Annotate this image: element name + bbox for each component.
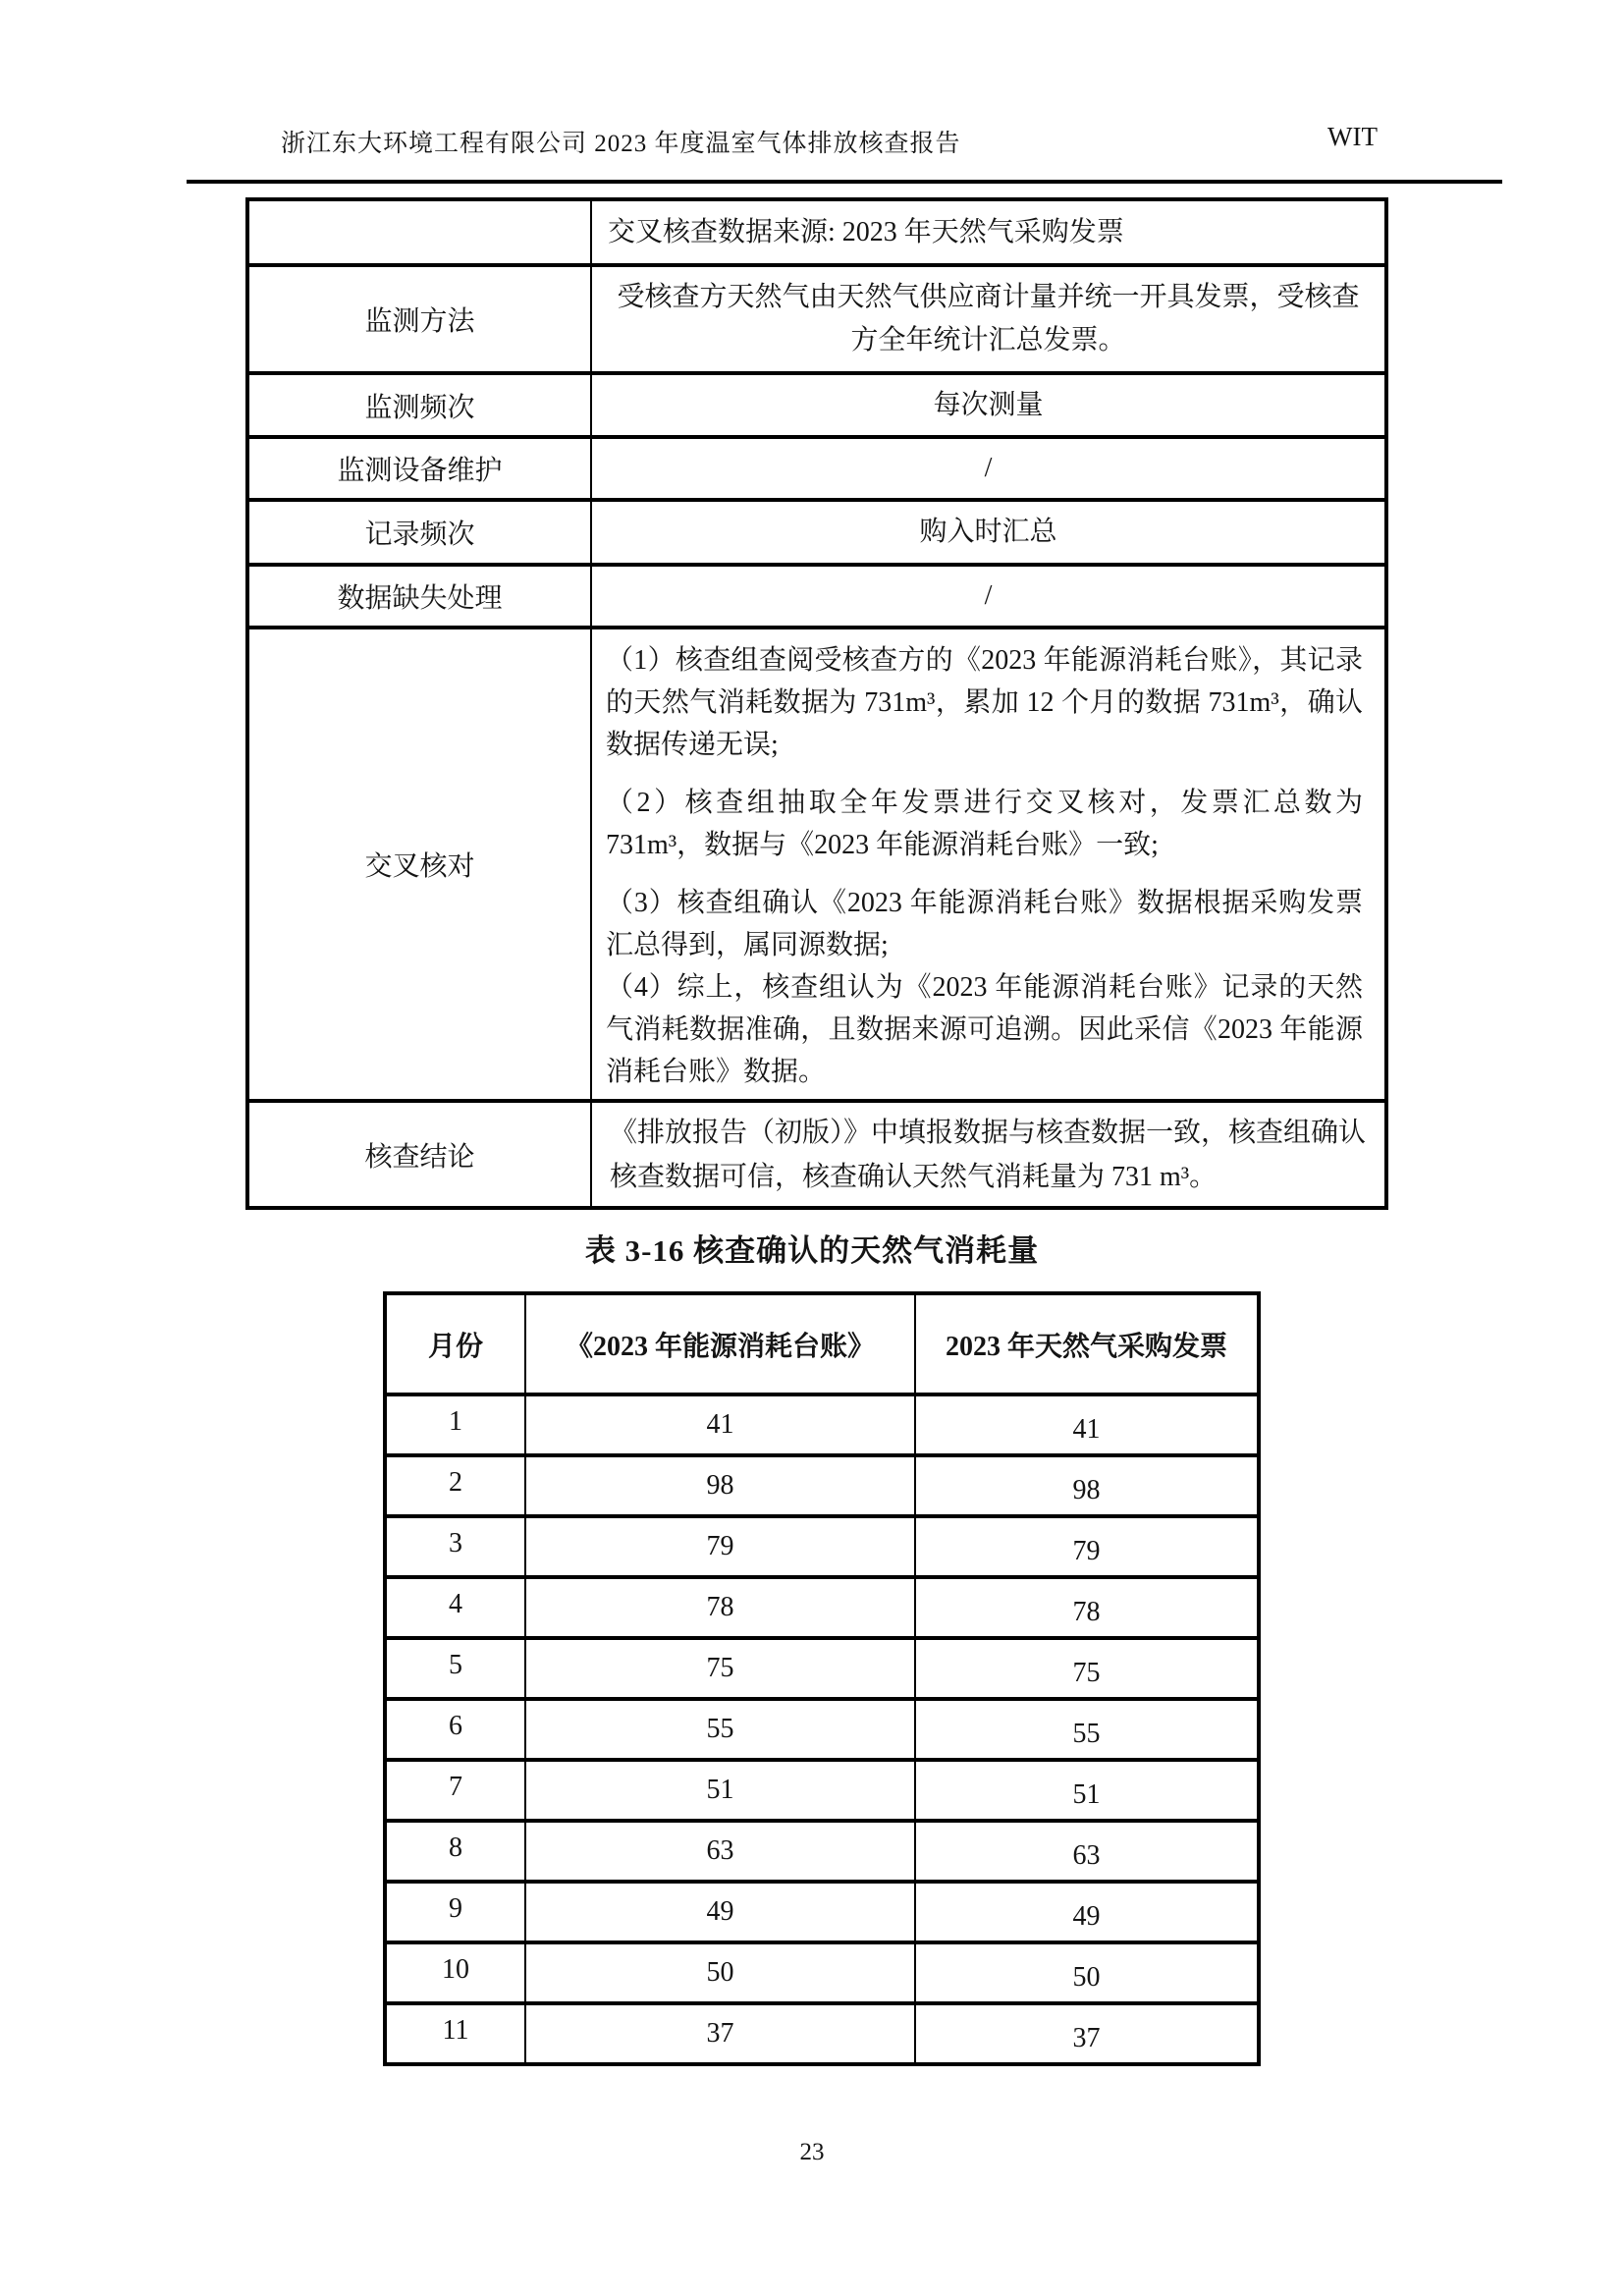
row-label-verification-conclusion: 核查结论 xyxy=(247,1101,591,1208)
page-number: 23 xyxy=(799,2139,825,2165)
cross-check-source-cell: 交叉核查数据来源: 2023 年天然气采购发票 xyxy=(591,199,1386,265)
gas-consumption-table xyxy=(383,1291,1261,2066)
ledger-value-cell: 55 xyxy=(525,1699,915,1760)
month-cell: 2 xyxy=(385,1455,525,1516)
month-cell: 6 xyxy=(385,1699,525,1760)
table-row xyxy=(247,199,1386,265)
invoice-value-cell: 63 xyxy=(915,1821,1259,1882)
month-cell: 9 xyxy=(385,1882,525,1942)
ledger-value-cell: 98 xyxy=(525,1455,915,1516)
cross-check-paragraph-3: （3）核查组确认《2023 年能源消耗台账》数据根据采购发票汇总得到，属同源数据; xyxy=(606,888,1363,960)
invoice-value-cell: 98 xyxy=(915,1455,1259,1516)
row-label-record-frequency: 记录频次 xyxy=(247,500,591,565)
verification-conclusion-cell: 《排放报告（初版）》中填报数据与核查数据一致，核查组确认核查数据可信，核查确认天然气消耗量为 731 m³。 xyxy=(591,1101,1386,1208)
table-row xyxy=(247,1101,1386,1208)
table-row xyxy=(247,628,1386,1101)
ledger-value-cell: 63 xyxy=(525,1821,915,1882)
invoice-value-cell: 75 xyxy=(915,1638,1259,1699)
invoice-value-cell: 37 xyxy=(915,2003,1259,2064)
table-row xyxy=(385,2003,1259,2064)
month-cell: 11 xyxy=(385,2003,525,2064)
invoice-value-cell: 41 xyxy=(915,1394,1259,1455)
equipment-maintenance-cell: / xyxy=(591,437,1386,500)
table-row xyxy=(385,1942,1259,2003)
table-row xyxy=(385,1455,1259,1516)
month-cell: 1 xyxy=(385,1394,525,1455)
month-cell: 8 xyxy=(385,1821,525,1882)
table-3-16-caption: 表 3-16 核查确认的天然气消耗量 xyxy=(584,1233,1040,1268)
table-row xyxy=(385,1516,1259,1577)
ledger-value-cell: 50 xyxy=(525,1942,915,2003)
record-frequency-cell: 购入时汇总 xyxy=(591,500,1386,565)
month-cell: 4 xyxy=(385,1577,525,1638)
table-row xyxy=(247,265,1386,373)
invoice-value-cell: 78 xyxy=(915,1577,1259,1638)
table-row xyxy=(385,1638,1259,1699)
monitoring-table xyxy=(245,197,1388,1210)
ledger-value-cell: 75 xyxy=(525,1638,915,1699)
table-row xyxy=(385,1821,1259,1882)
table-row xyxy=(385,1699,1259,1760)
ledger-value-cell: 49 xyxy=(525,1882,915,1942)
table-row xyxy=(385,1882,1259,1942)
invoice-value-cell: 50 xyxy=(915,1942,1259,2003)
table-header-row xyxy=(385,1293,1259,1394)
ledger-value-cell: 41 xyxy=(525,1394,915,1455)
table-row xyxy=(385,1394,1259,1455)
table-row xyxy=(247,437,1386,500)
cross-check-paragraph-1: （1）核查组查阅受核查方的《2023 年能源消耗台账》，其记录的天然气消耗数据为 731m³，累加 12 个月的数据 731m³，确认数据传递无误; xyxy=(606,645,1363,760)
ledger-value-cell: 79 xyxy=(525,1516,915,1577)
cross-check-paragraph-2: （2）核查组抽取全年发票进行交叉核对，发票汇总数为 731m³，数据与《2023 年能源消耗台账》一致; xyxy=(606,788,1363,860)
invoice-value-cell: 79 xyxy=(915,1516,1259,1577)
ledger-value-cell: 78 xyxy=(525,1577,915,1638)
ledger-value-cell: 51 xyxy=(525,1760,915,1821)
page-header-right-text: WIT xyxy=(1327,122,1378,151)
page-header-title: 浙江东大环境工程有限公司 2023 年度温室气体排放核查报告 xyxy=(281,131,961,157)
month-cell: 5 xyxy=(385,1638,525,1699)
invoice-value-cell: 49 xyxy=(915,1882,1259,1942)
table-row xyxy=(247,565,1386,628)
column-header-energy-ledger: 《2023 年能源消耗台账》 xyxy=(525,1293,915,1394)
cross-check-paragraph-4: （4）综上，核查组认为《2023 年能源消耗台账》记录的天然气消耗数据准确，且数据来源可追溯。因此采信《2023 年能源消耗台账》数据。 xyxy=(606,972,1363,1087)
row-label-empty xyxy=(247,199,591,265)
table-row xyxy=(247,500,1386,565)
month-cell: 3 xyxy=(385,1516,525,1577)
table-row xyxy=(385,1760,1259,1821)
monitoring-method-cell: 受核查方天然气由天然气供应商计量并统一开具发票，受核查方全年统计汇总发票。 xyxy=(591,265,1386,373)
month-cell: 10 xyxy=(385,1942,525,2003)
row-label-missing-data-handling: 数据缺失处理 xyxy=(247,565,591,628)
missing-data-handling-cell: / xyxy=(591,565,1386,628)
column-header-month: 月份 xyxy=(385,1293,525,1394)
column-header-purchase-invoice: 2023 年天然气采购发票 xyxy=(915,1293,1259,1394)
table-row xyxy=(385,1577,1259,1638)
header-rule xyxy=(187,180,1502,184)
row-label-equipment-maintenance: 监测设备维护 xyxy=(247,437,591,500)
ledger-value-cell: 37 xyxy=(525,2003,915,2064)
row-label-cross-check: 交叉核对 xyxy=(247,628,591,1101)
month-cell: 7 xyxy=(385,1760,525,1821)
table-row xyxy=(247,373,1386,437)
row-label-monitoring-method: 监测方法 xyxy=(247,265,591,373)
row-label-monitoring-frequency: 监测频次 xyxy=(247,373,591,437)
invoice-value-cell: 55 xyxy=(915,1699,1259,1760)
invoice-value-cell: 51 xyxy=(915,1760,1259,1821)
monitoring-frequency-cell: 每次测量 xyxy=(591,373,1386,437)
cross-check-detail-cell xyxy=(591,628,1386,1101)
